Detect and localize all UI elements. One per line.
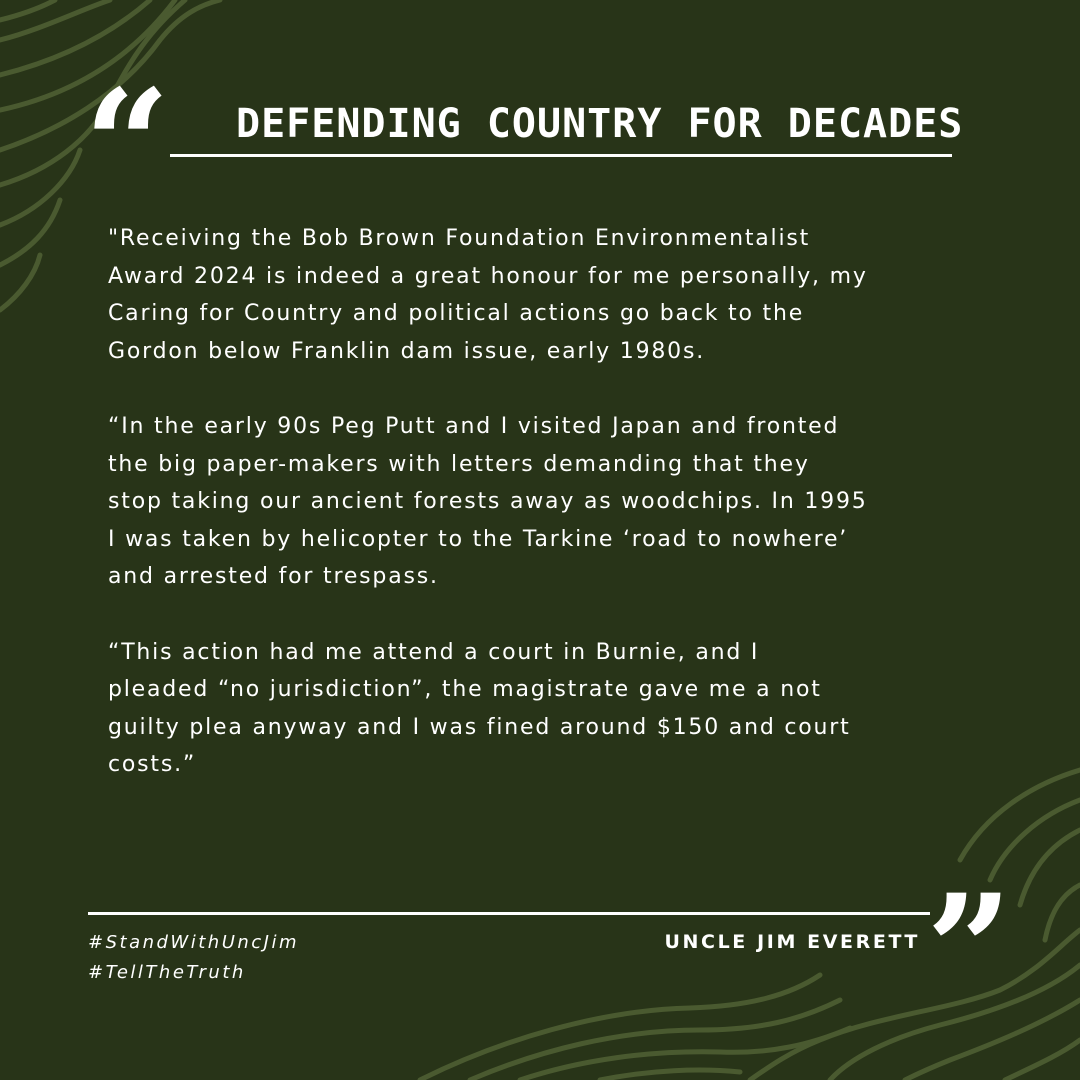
quote-paragraph: “In the early 90s Peg Putt and I visited Japan and fronted the big paper-makers with letters demanding that they stop taking our ancient forests away as woodchips. In 1995 I was taken by helicopter to the Tarkine ‘road to nowhere’ and arrested for trespass. (108, 414, 868, 589)
quote-author: UNCLE JIM EVERETT (664, 931, 920, 953)
hashtag: #StandWithUncJim (88, 932, 300, 953)
page-title: DEFENDING COUNTRY FOR DECADES (236, 101, 964, 147)
close-quote-icon: ” (926, 862, 1013, 1038)
quote-paragraph: "Receiving the Bob Brown Foundation Environmentalist Award 2024 is indeed a great honour for me personally, my Caring for Country and political actions go back to the Gordon below Franklin dam issue, early 1980s. (108, 226, 868, 364)
quote-body (108, 220, 988, 822)
quote-paragraph: “This action had me attend a court in Burnie, and I pleaded “no jurisdiction”, the magistrate gave me a not guilty plea anyway and I was fined around $150 and court costs.” (108, 639, 851, 777)
open-quote-icon: “ (84, 57, 171, 233)
hashtag: #TellTheTruth (88, 962, 246, 983)
title-divider (170, 154, 952, 157)
hashtag-list (88, 928, 299, 988)
footer-divider (88, 912, 930, 915)
